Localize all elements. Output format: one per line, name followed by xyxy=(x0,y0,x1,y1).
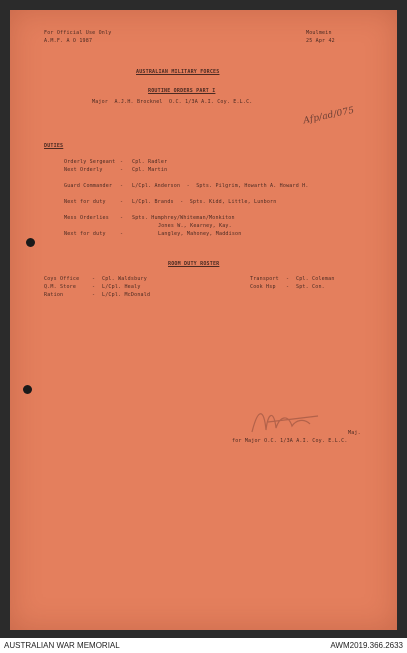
duty-label: Next for duty xyxy=(64,231,106,237)
duty-value: Cpl. Martin xyxy=(132,167,168,173)
header-right-line2: 25 Apr 42 xyxy=(306,38,335,44)
duty-value: Langley, Mahoney, Maddison xyxy=(158,231,242,237)
duty-label: Next for duty xyxy=(64,199,106,205)
duty-dash: - xyxy=(120,231,124,237)
duty-value: Cpl. Radler xyxy=(132,159,168,165)
handwritten-reference: Afp/ad/075 xyxy=(302,105,356,127)
duty-value: Jones W., Kearney, Kay. xyxy=(158,223,232,229)
duties-heading: DUTIES xyxy=(44,143,64,149)
roster-heading: ROOM DUTY ROSTER xyxy=(168,261,220,267)
punch-hole xyxy=(23,385,32,394)
duty-dash: - xyxy=(120,159,124,165)
roster-value: Cpl. Waldsbury xyxy=(102,276,147,282)
roster-dash: - xyxy=(92,284,96,290)
footer-accession-number: AWM2019.366.2633 xyxy=(330,641,403,650)
roster-label: Transport xyxy=(250,276,279,282)
roster-value: Cpl. Coleman xyxy=(296,276,335,282)
roster-label: Q.M. Store xyxy=(44,284,77,290)
roster-value: Spt. Con. xyxy=(296,284,325,290)
duty-dash: - xyxy=(120,167,124,173)
roster-dash: - xyxy=(286,284,290,290)
header-left-line1: For Official Use Only xyxy=(44,30,112,36)
signature-mark xyxy=(248,402,328,442)
duty-label: Guard Commander xyxy=(64,183,113,189)
roster-value: L/Cpl. Healy xyxy=(102,284,141,290)
header-left-line2: A.M.F. A O 1987 xyxy=(44,38,93,44)
duty-dash: - xyxy=(120,215,124,221)
title-line1: AUSTRALIAN MILITARY FORCES xyxy=(136,69,220,75)
punch-hole xyxy=(26,238,35,247)
archive-footer xyxy=(0,638,407,653)
roster-dash: - xyxy=(286,276,290,282)
footer-institution: AUSTRALIAN WAR MEMORIAL xyxy=(4,641,120,650)
duty-value: L/Cpl. Anderson - Spts. Pilgrim, Howarth A. Howard H. xyxy=(132,183,309,189)
duty-value: L/Cpl. Brands - Spts. Kidd, Little, Lunborn xyxy=(132,199,277,205)
roster-dash: - xyxy=(92,292,96,298)
roster-value: L/Cpl. McDonald xyxy=(102,292,151,298)
title-line2: ROUTINE ORDERS PART I xyxy=(148,88,216,94)
roster-label: Cook Hsp xyxy=(250,284,276,290)
duty-label: Next Orderly xyxy=(64,167,103,173)
roster-dash: - xyxy=(92,276,96,282)
signoff-rank: Maj. xyxy=(348,430,361,436)
duty-dash: - xyxy=(120,199,124,205)
duty-value: Spts. Humphrey/Whiteman/Monkiton xyxy=(132,215,235,221)
duty-label: Mess Orderlies xyxy=(64,215,109,221)
roster-label: Coys Office xyxy=(44,276,80,282)
duty-label: Orderly Sergeant xyxy=(64,159,116,165)
document-page xyxy=(10,10,397,630)
header-right-line1: Moulmein xyxy=(306,30,332,36)
title-line3: Major A.J.H. Brocknel O.C. 1/3A A.I. Coy. E.L.C. xyxy=(92,99,253,105)
duty-dash: - xyxy=(120,183,124,189)
signoff-line: for Major O.C. 1/3A A.I. Coy. E.L.C. xyxy=(232,438,348,444)
roster-label: Ration xyxy=(44,292,64,298)
